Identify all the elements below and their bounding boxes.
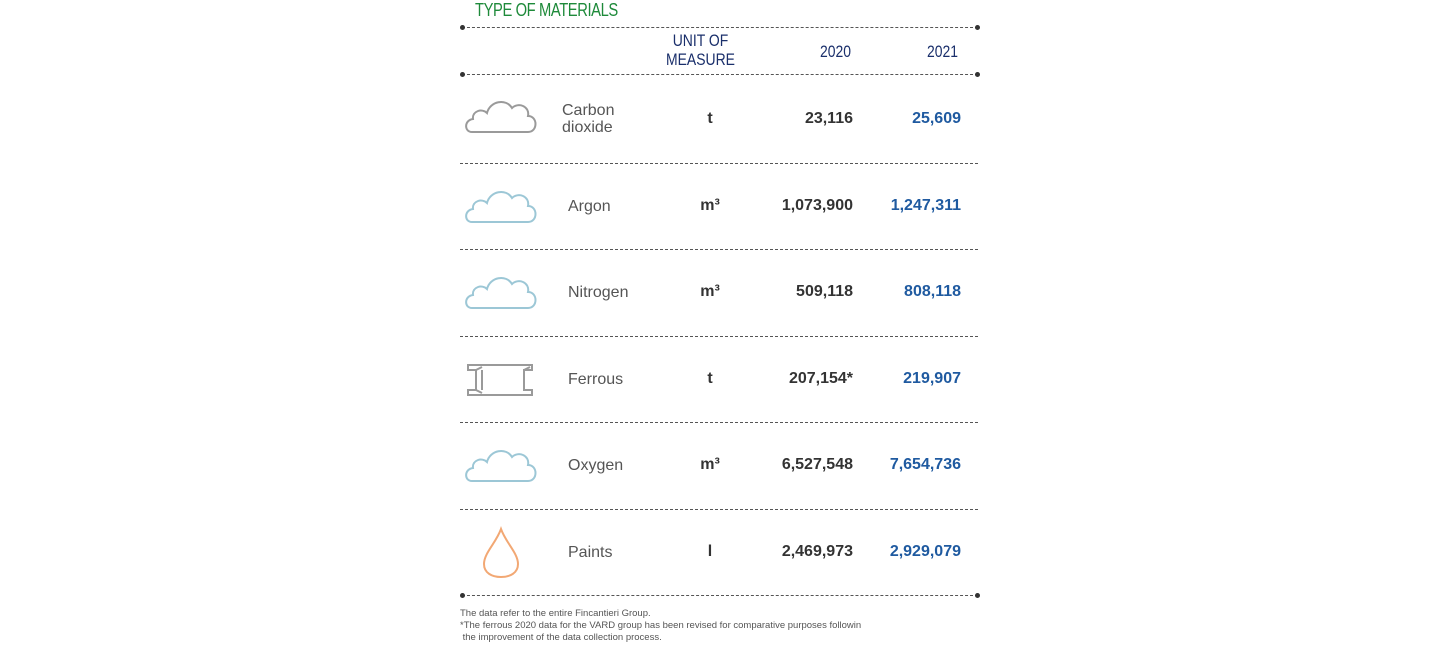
cloud-blue-icon <box>460 249 546 335</box>
unit-header-line1: UNIT OF <box>672 31 729 50</box>
value-2020: 207,154* <box>788 370 853 387</box>
rule-dot <box>460 25 465 30</box>
material-name-line1: Carbon <box>562 102 615 119</box>
footnote-line1: The data refer to the entire Fincantieri Group. <box>460 608 651 619</box>
table-row <box>460 76 980 162</box>
value-2021: 25,609 <box>912 110 961 127</box>
material-name: Ferrous <box>568 370 624 388</box>
header-top-rule <box>462 27 978 28</box>
table-row <box>460 422 980 508</box>
unit-of-measure: l <box>707 543 713 560</box>
unit-of-measure: t <box>707 370 713 387</box>
material-name: Paints <box>568 543 613 561</box>
footnote-line2: *The ferrous 2020 data for the VARD group has been revised for comparative purposes followin <box>460 620 862 631</box>
value-2020: 1,073,900 <box>781 197 853 214</box>
unit-of-measure: m³ <box>700 456 720 473</box>
unit-header-line2: MEASURE <box>666 50 735 69</box>
table-title: TYPE OF MATERIALS <box>475 0 618 20</box>
material-name: Argon <box>568 197 611 215</box>
value-2021: 808,118 <box>904 283 961 300</box>
table-row <box>460 163 980 249</box>
cloud-gray-icon <box>460 76 546 162</box>
rule-dot <box>975 25 980 30</box>
table-bottom-rule <box>462 595 978 596</box>
table-row <box>460 336 980 422</box>
value-2020: 2,469,973 <box>781 543 853 560</box>
value-2021: 1,247,311 <box>890 197 961 214</box>
unit-of-measure: m³ <box>700 197 720 214</box>
material-name <box>562 76 614 162</box>
year-2021-header: 2021 <box>927 42 959 61</box>
value-2020: 23,116 <box>804 110 853 127</box>
value-2020: 6,527,548 <box>781 456 853 473</box>
table-row <box>460 249 980 335</box>
value-2021: 219,907 <box>903 370 961 387</box>
material-name: Nitrogen <box>568 283 629 301</box>
unit-of-measure: m³ <box>700 283 720 300</box>
material-name-line2: dioxide <box>562 119 613 136</box>
year-2020-header: 2020 <box>820 42 852 61</box>
value-2021: 7,654,736 <box>889 456 961 473</box>
header-bottom-rule <box>462 74 978 75</box>
cloud-blue-icon <box>460 422 546 508</box>
cloud-blue-icon <box>460 163 546 249</box>
steel-beam-icon <box>460 336 546 422</box>
value-2020: 509,118 <box>796 283 853 300</box>
material-name: Oxygen <box>568 456 624 474</box>
rule-dot <box>460 593 465 598</box>
value-2021: 2,929,079 <box>889 543 961 560</box>
table-row <box>460 509 980 595</box>
paint-drop-icon <box>460 509 546 595</box>
rule-dot <box>975 593 980 598</box>
unit-header <box>666 31 735 69</box>
footnote-line3: the improvement of the data collection process. <box>460 632 662 643</box>
unit-of-measure: t <box>707 110 713 127</box>
